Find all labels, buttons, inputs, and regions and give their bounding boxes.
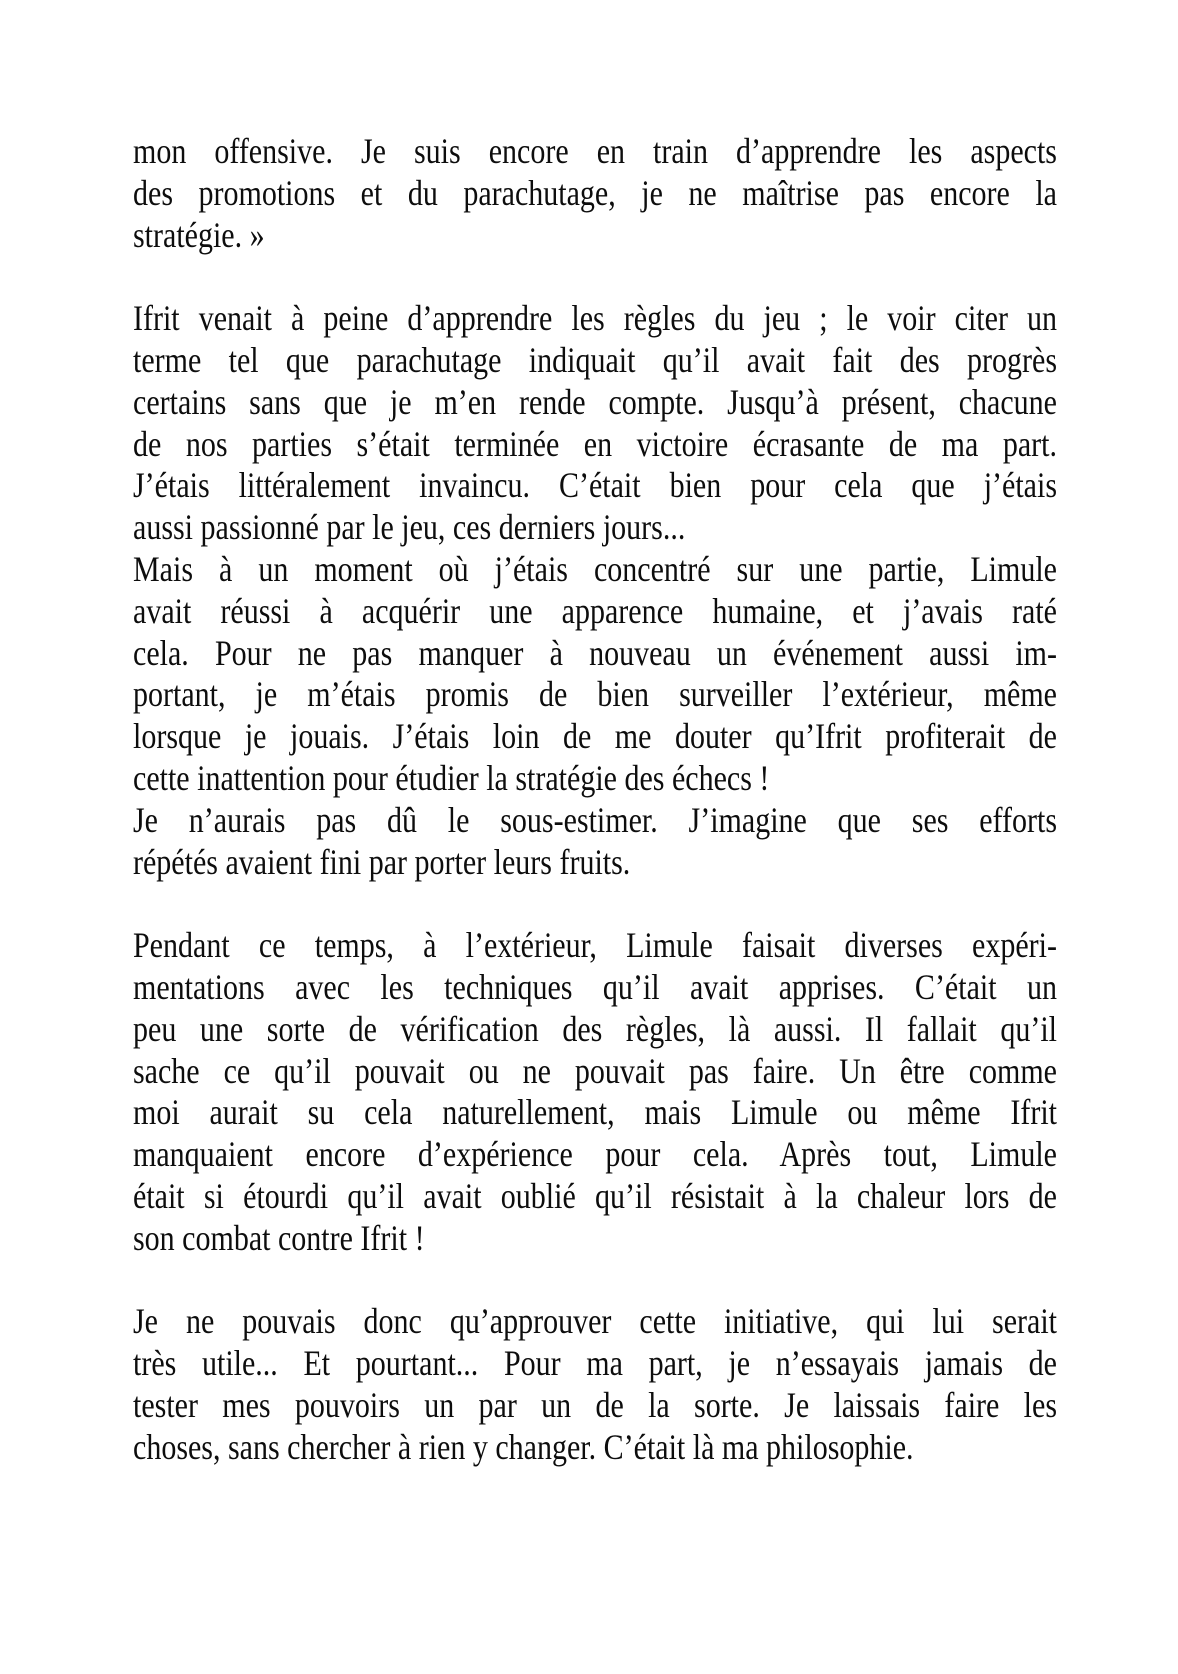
paragraph (133, 131, 1057, 256)
text-line: Ifrit venait à peine d’apprendre les règles du jeu ; le voir citer un (133, 298, 1057, 339)
paragraph (133, 1301, 1057, 1468)
text-line: portant, je m’étais promis de bien surveiller l’extérieur, même (133, 674, 1057, 715)
text-line: mentations avec les techniques qu’il avait apprises. C’était un (133, 967, 1057, 1008)
text-line: cela. Pour ne pas manquer à nouveau un événement aussi im- (133, 633, 1057, 673)
text-line: Pendant ce temps, à l’extérieur, Limule faisait diverses expéri- (133, 925, 1057, 966)
text-line: très utile... Et pourtant... Pour ma part, je n’essayais jamais de (133, 1343, 1057, 1384)
text-line: sache ce qu’il pouvait ou ne pouvait pas faire. Un être comme (133, 1051, 1057, 1091)
paragraph (133, 925, 1057, 1259)
text-line: tester mes pouvoirs un par un de la sorte. Je laissais faire les (133, 1385, 1057, 1426)
text-line: manquaient encore d’expérience pour cela. Après tout, Limule (133, 1134, 1057, 1175)
text-line: mon offensive. Je suis encore en train d’apprendre les aspects (133, 131, 1057, 172)
text-line: J’étais littéralement invaincu. C’était bien pour cela que j’étais (133, 465, 1057, 506)
text-line: avait réussi à acquérir une apparence humaine, et j’avais raté (133, 591, 1057, 631)
text-line: choses, sans chercher à rien y changer. C’était là ma philosophie. (133, 1427, 914, 1467)
paragraph (133, 800, 1057, 884)
text-line: stratégie. » (133, 215, 265, 255)
text-line: Mais à un moment où j’étais concentré sur une partie, Limule (133, 549, 1057, 590)
paragraph (133, 298, 1057, 549)
text-line: Je ne pouvais donc qu’approuver cette initiative, qui lui serait (133, 1301, 1057, 1342)
text-line: aussi passionné par le jeu, ces derniers jours... (133, 507, 686, 548)
text-line: lorsque je jouais. J’étais loin de me douter qu’Ifrit profiterait de (133, 716, 1057, 757)
text-line: était si étourdi qu’il avait oublié qu’il résistait à la chaleur lors de (133, 1176, 1057, 1217)
paragraph (133, 549, 1057, 800)
text-line: cette inattention pour étudier la stratégie des échecs ! (133, 758, 770, 799)
text-line: certains sans que je m’en rende compte. Jusqu’à présent, chacune (133, 382, 1057, 423)
text-line: répétés avaient fini par porter leurs fruits. (133, 842, 631, 882)
text-block (133, 131, 1057, 1469)
text-line: moi aurait su cela naturellement, mais Limule ou même Ifrit (133, 1092, 1057, 1133)
text-line: peu une sorte de vérification des règles, là aussi. Il fallait qu’il (133, 1009, 1057, 1049)
text-line: terme tel que parachutage indiquait qu’il avait fait des progrès (133, 340, 1057, 381)
text-line: son combat contre Ifrit ! (133, 1218, 425, 1258)
text-line: Je n’aurais pas dû le sous-estimer. J’imagine que ses efforts (133, 800, 1057, 840)
text-line: des promotions et du parachutage, je ne maîtrise pas encore la (133, 173, 1057, 214)
text-line: de nos parties s’était terminée en victoire écrasante de ma part. (133, 424, 1057, 464)
